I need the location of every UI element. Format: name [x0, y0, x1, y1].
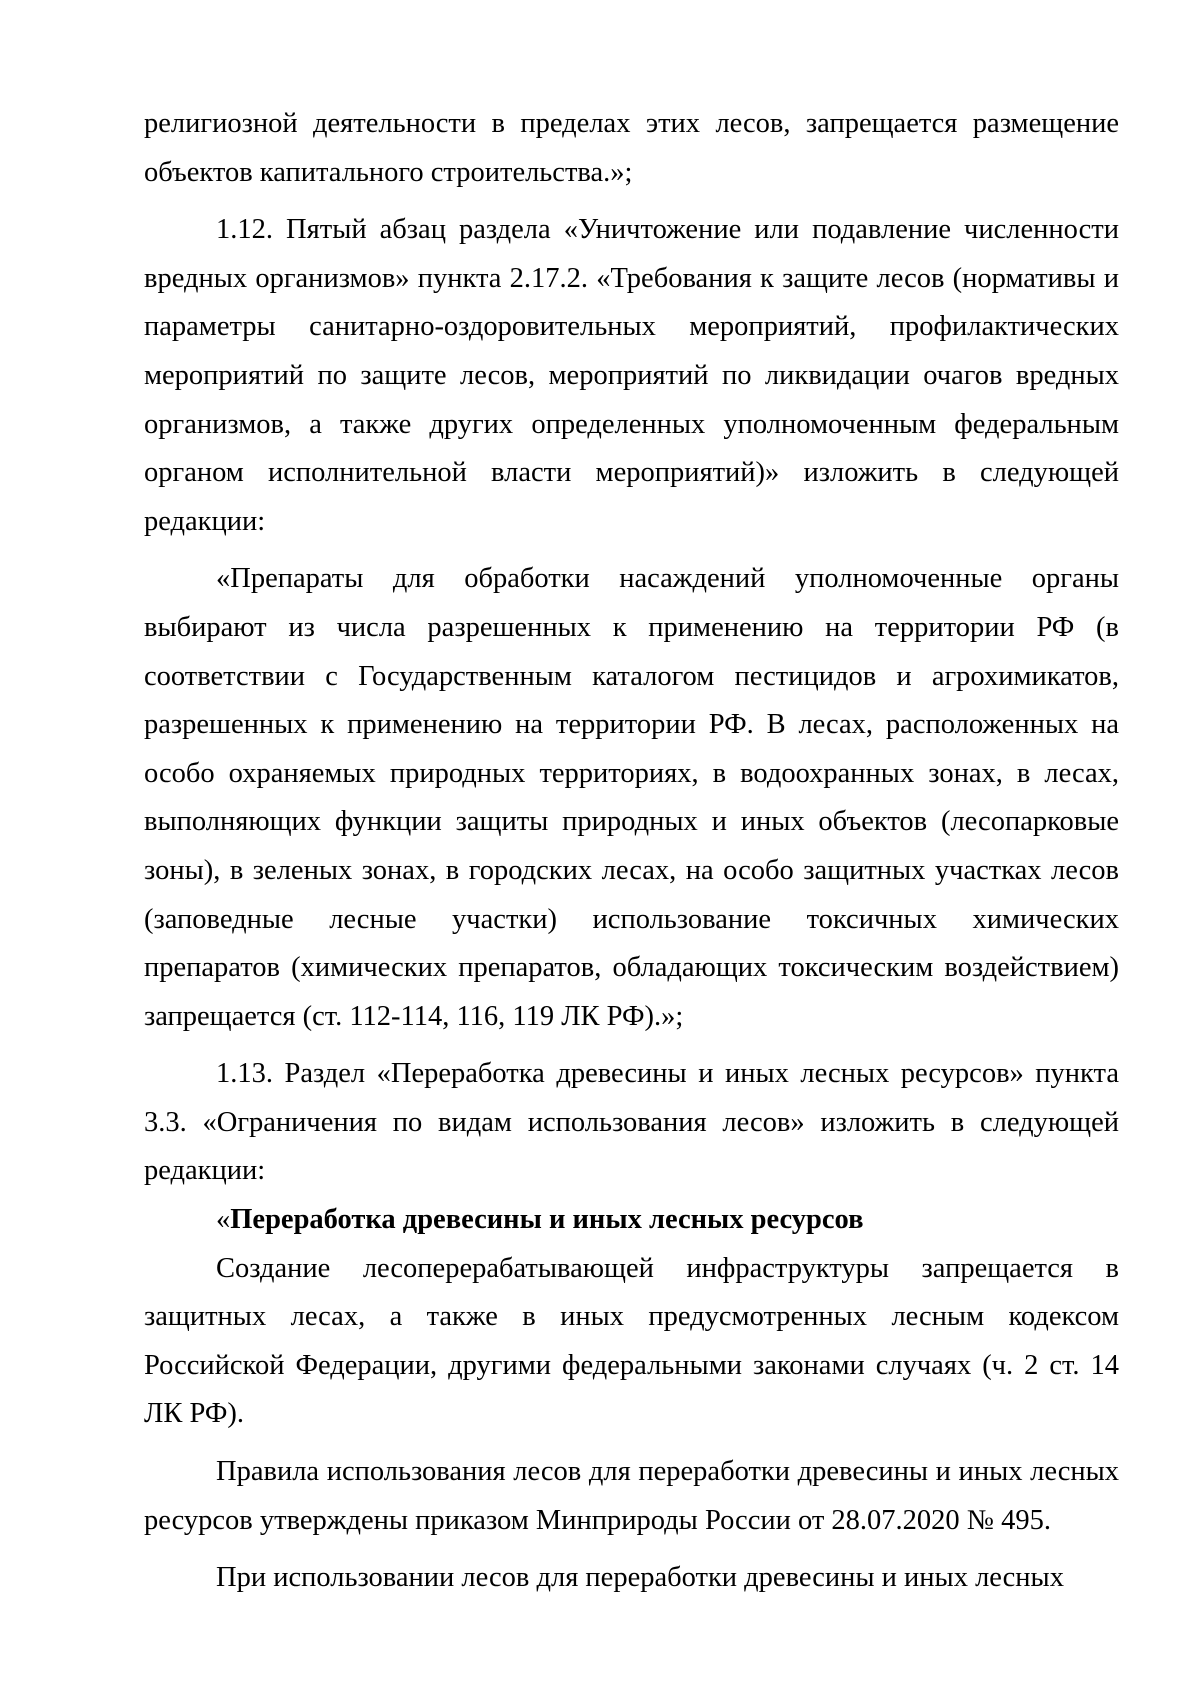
paragraph-item-1-12: 1.12. Пятый абзац раздела «Уничтожение или подавление численности вредных организмов» пункта 2.17.2. «Требования к защите лесов (нормативы и параметры санитарно-оздоровительных мероприятий, профилактических мероприятий по защите лесов, мероприятий по ликвидации очагов вредных организмов, а также других определенных уполномоченным федеральным органом исполнительной власти мероприятий)» изложить в следующей редакции: [144, 214, 1119, 537]
document-page [144, 100, 1119, 1603]
paragraph-continuation: религиозной деятельности в пределах этих лесов, запрещается размещение объектов капитального строительства.»; [144, 108, 1119, 188]
heading-title: Переработка древесины и иных лесных ресурсов [230, 1204, 864, 1236]
heading-open-quote: « [216, 1204, 231, 1236]
paragraph-item-1-13: 1.13. Раздел «Переработка древесины и иных лесных ресурсов» пункта 3.3. «Ограничения по видам использования лесов» изложить в следующей редакции: [144, 1058, 1119, 1187]
paragraph-rules: Правила использования лесов для переработки древесины и иных лесных ресурсов утверждены приказом Минприроды России от 28.07.2020 № 495. [144, 1456, 1119, 1536]
section-heading [144, 1196, 1119, 1245]
paragraph-quoted-preparations: «Препараты для обработки насаждений уполномоченные органы выбирают из числа разрешенных к применению на территории РФ (в соответствии с Государственным каталогом пестицидов и агрохимикатов, разрешенных к применению на территории РФ. В лесах, расположенных на особо охраняемых природных территориях, в водоохранных зонах, в лесах, выполняющих функции защиты природных и иных объектов (лесопарковые зоны), в зеленых зонах, в городских лесах, на особо защитных участках лесов (заповедные лесные участки) использование токсичных химических препаратов (химических препаратов, обладающих токсическим воздействием) запрещается (ст. 112-114, 116, 119 ЛК РФ).»; [144, 563, 1119, 1032]
paragraph-infrastructure: Создание лесоперерабатывающей инфраструктуры запрещается в защитных лесах, а также в иных предусмотренных лесным кодексом Российской Федерации, другими федеральными законами случаях (ч. 2 ст. 14 ЛК РФ). [144, 1252, 1119, 1430]
paragraph-usage: При использовании лесов для переработки древесины и иных лесных [216, 1562, 1064, 1594]
